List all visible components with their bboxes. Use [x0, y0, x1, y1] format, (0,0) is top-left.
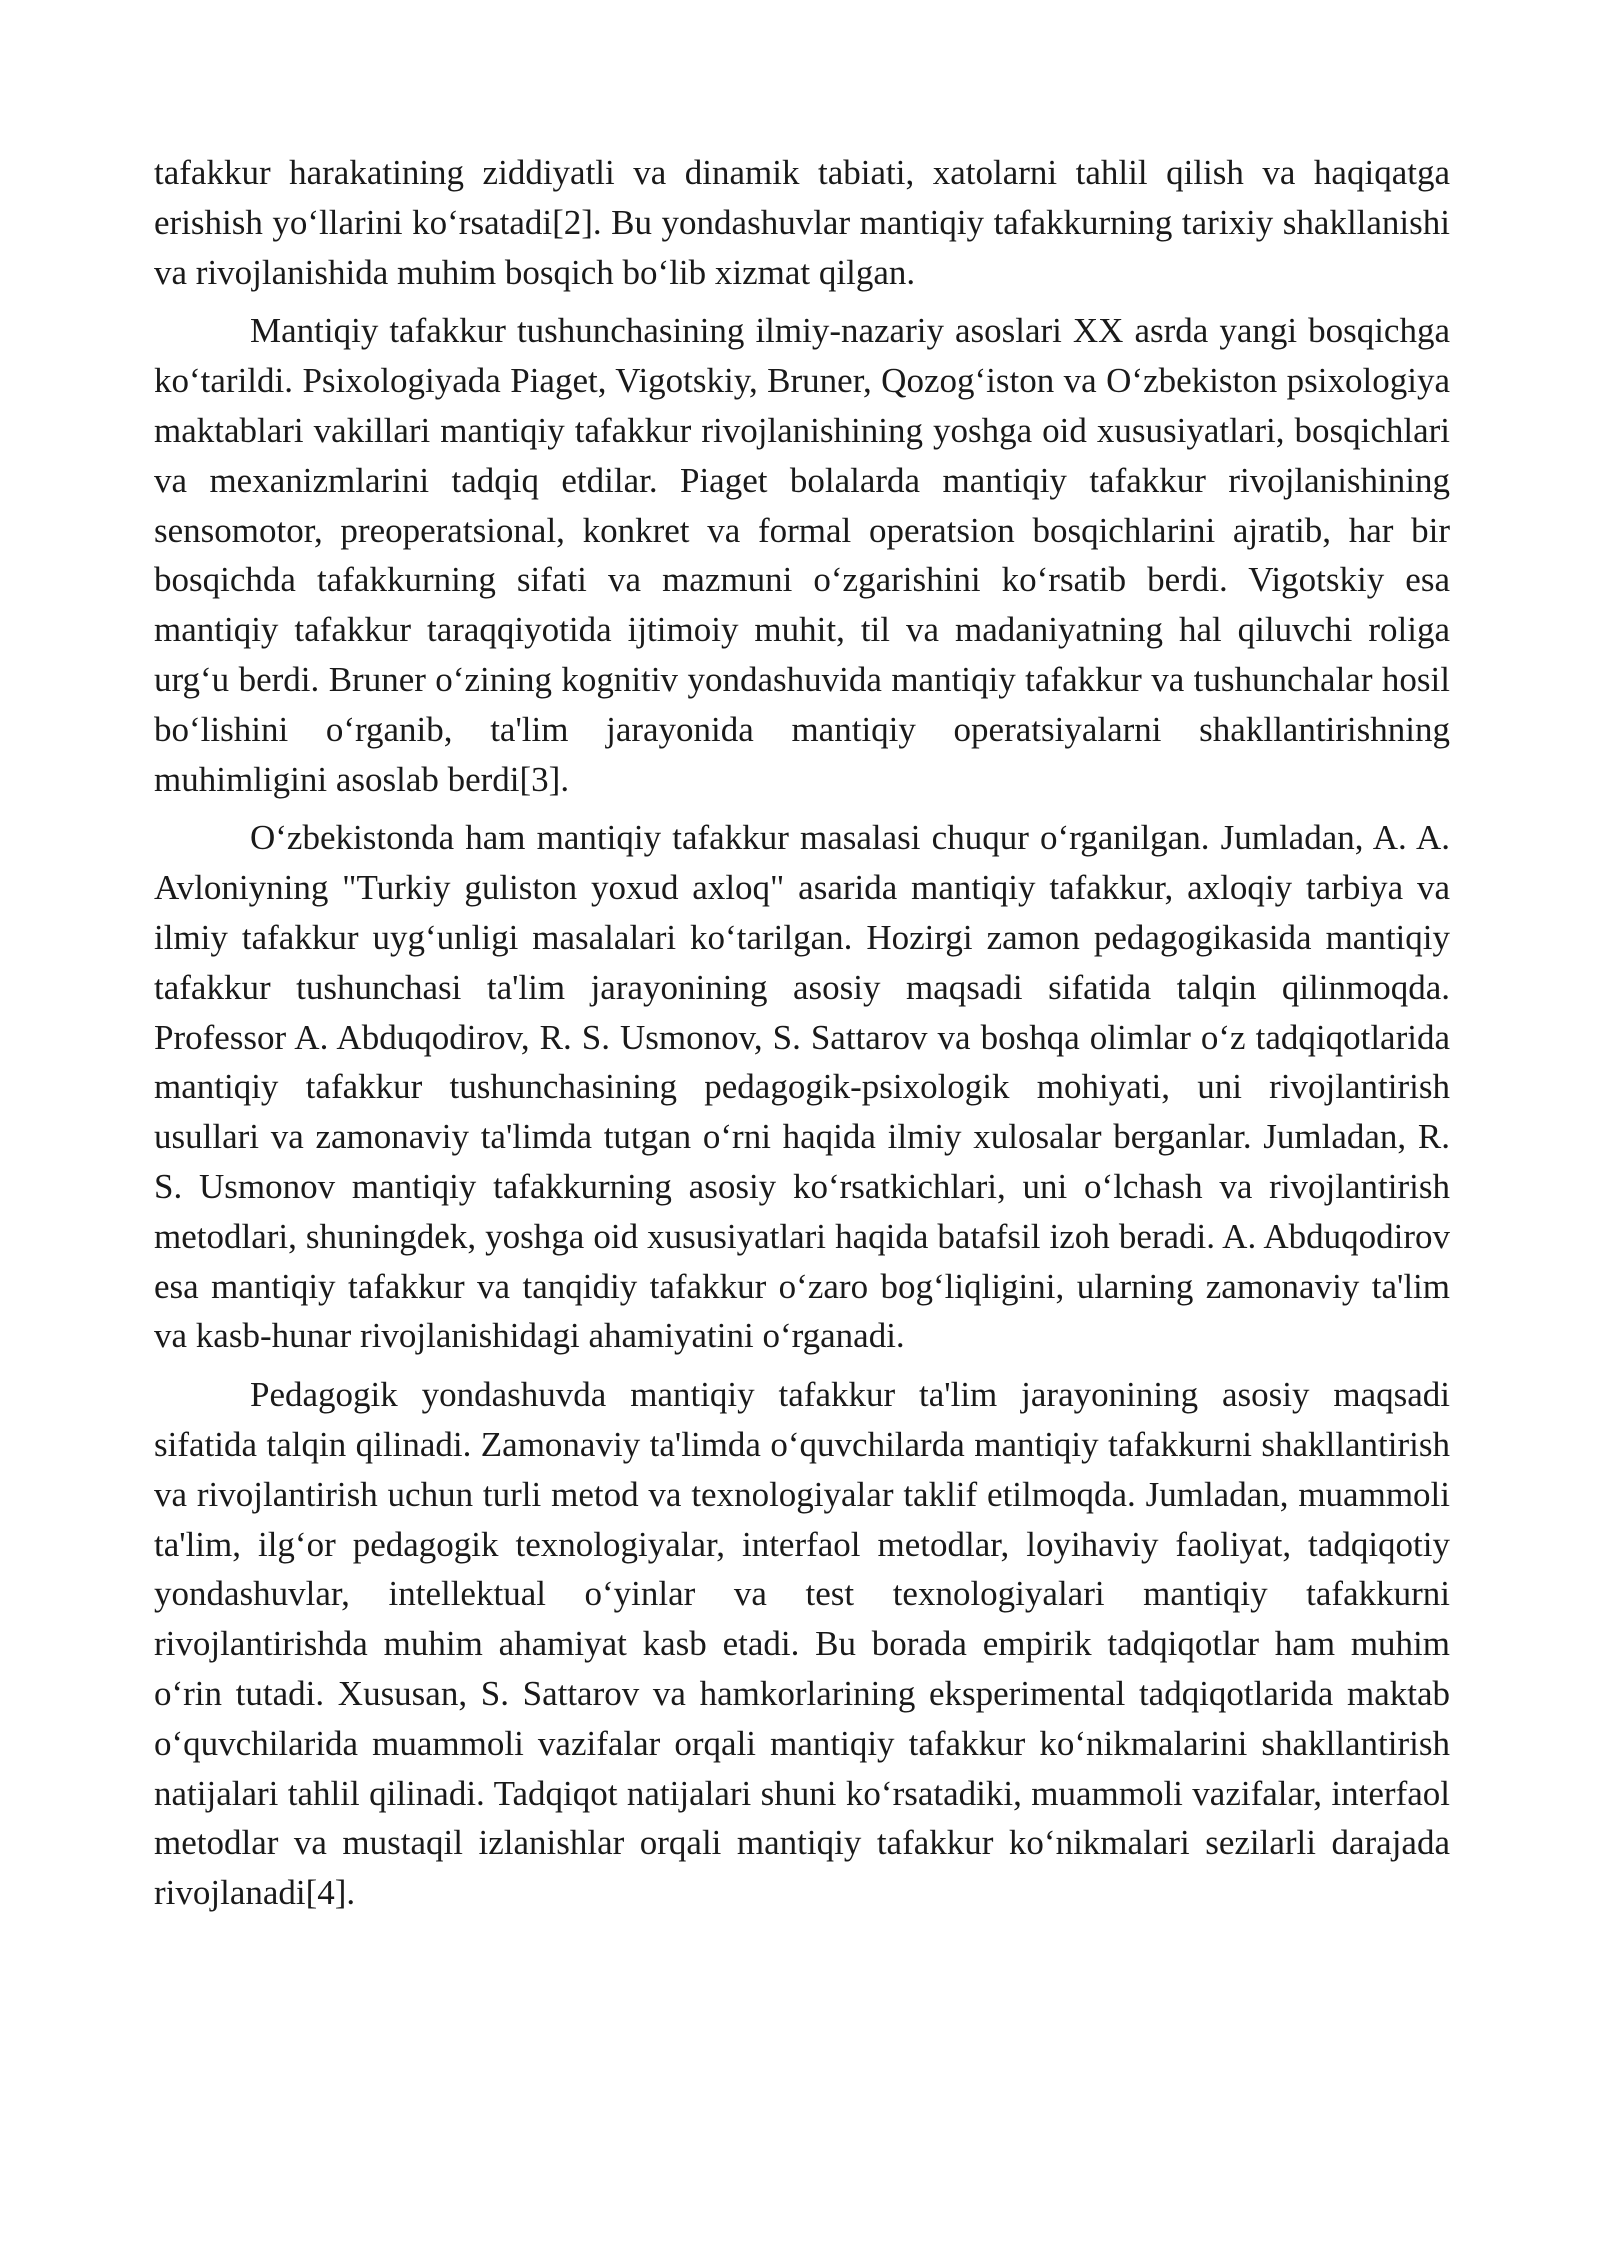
- document-page: [154, 148, 1450, 1927]
- paragraph-pedagogical-approach: Pedagogik yondashuvda mantiqiy tafakkur ta'lim jarayonining asosiy maqsadi sifatida talqin qilinadi. Zamonaviy ta'limda o‘quvchilarda mantiqiy tafakkurni shakllantirish va rivojlantirish uchun turli metod va texnologiyalar taklif etilmoqda. Jumladan, muammoli ta'lim, ilg‘or pedagogik texnologiyalar, interfaol metodlar, loyihaviy faoliyat, tadqiqotiy yondashuvlar, intellektual o‘yinlar va test texnologiyalari mantiqiy tafakkurni rivojlantirishda muhim ahamiyat kasb etadi. Bu borada empirik tadqiqotlar ham muhim o‘rin tutadi. Xususan, S. Sattarov va hamkorlarining eksperimental tadqiqotlarida maktab o‘quvchilarida muammoli vazifalar orqali mantiqiy tafakkur ko‘nikmalarini shakllantirish natijalari tahlil qilinadi. Tadqiqot natijalari shuni ko‘rsatadiki, muammoli vazifalar, interfaol metodlar va mustaqil izlanishlar orqali mantiqiy tafakkur ko‘nikmalari sezilarli darajada rivojlanadi[4].: [154, 1375, 1450, 1913]
- paragraph-uzbekistan-research: O‘zbekistonda ham mantiqiy tafakkur masalasi chuqur o‘rganilgan. Jumladan, A. A. Avloniyning "Turkiy guliston yoxud axloq" asarida mantiqiy tafakkur, axloqiy tarbiya va ilmiy tafakkur uyg‘unligi masalalari ko‘tarilgan. Hozirgi zamon pedagogikasida mantiqiy tafakkur tushunchasi ta'lim jarayonining asosiy maqsadi sifatida talqin qilinmoqda. Professor A. Abduqodirov, R. S. Usmonov, S. Sattarov va boshqa olimlar o‘z tadqiqotlarida mantiqiy tafakkur tushunchasining pedagogik-psixologik mohiyati, uni rivojlantirish usullari va zamonaviy ta'limda tutgan o‘rni haqida ilmiy xulosalar berganlar. Jumladan, R. S. Usmonov mantiqiy tafakkurning asosiy ko‘rsatkichlari, uni o‘lchash va rivojlantirish metodlari, shuningdek, yoshga oid xususiyatlari haqida batafsil izoh beradi. A. Abduqodirov esa mantiqiy tafakkur va tanqidiy tafakkur o‘zaro bog‘liqligini, ularning zamonaviy ta'lim va kasb-hunar rivojlanishidagi ahamiyatini o‘rganadi.: [154, 818, 1450, 1356]
- paragraph-scientific-foundations: Mantiqiy tafakkur tushunchasining ilmiy-nazariy asoslari XX asrda yangi bosqichga ko‘tarildi. Psixologiyada Piaget, Vigotskiy, Bruner, Qozog‘iston va O‘zbekiston psixologiya maktablari vakillari mantiqiy tafakkur rivojlanishining yoshga oid xususiyatlari, bosqichlari va mexanizmlarini tadqiq etdilar. Piaget bolalarda mantiqiy tafakkur rivojlanishining sensomotor, preoperatsional, konkret va formal operatsion bosqichlarini ajratib, har bir bosqichda tafakkurning sifati va mazmuni o‘zgarishini ko‘rsatib berdi. Vigotskiy esa mantiqiy tafakkur taraqqiyotida ijtimoiy muhit, til va madaniyatning hal qiluvchi roliga urg‘u berdi. Bruner o‘zining kognitiv yondashuvida mantiqiy tafakkur va tushunchalar hosil bo‘lishini o‘rganib, ta'lim jarayonida mantiqiy operatsiyalarni shakllantirishning muhimligini asoslab berdi[3].: [154, 311, 1450, 799]
- paragraph-continuation: tafakkur harakatining ziddiyatli va dinamik tabiati, xatolarni tahlil qilish va haqiqatga erishish yo‘llarini ko‘rsatadi[2]. Bu yondashuvlar mantiqiy tafakkurning tarixiy shakllanishi va rivojlanishida muhim bosqich bo‘lib xizmat qilgan.: [154, 153, 1450, 292]
